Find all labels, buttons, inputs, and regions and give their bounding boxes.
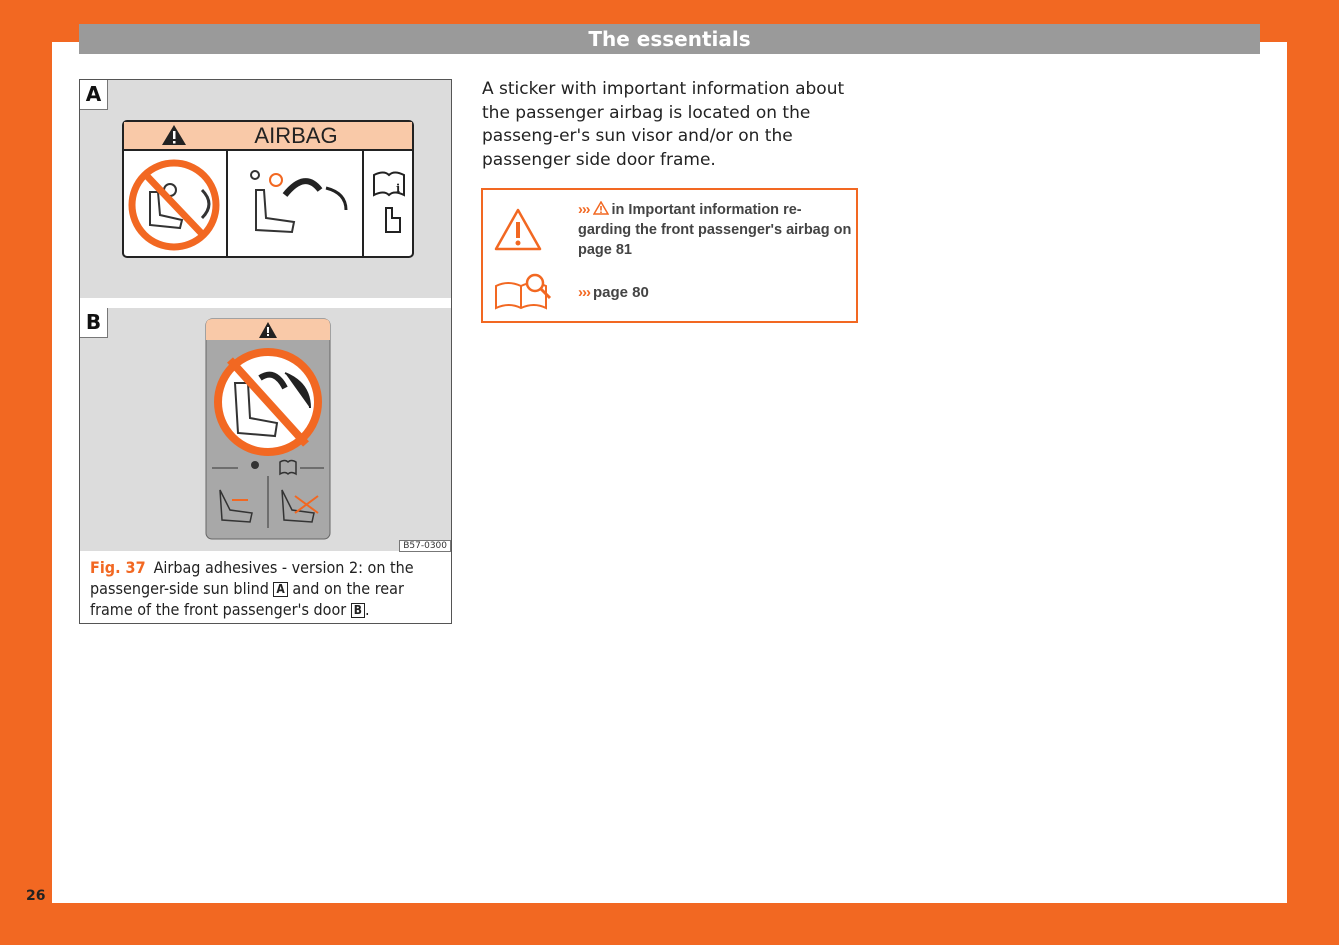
ref-a-box: A: [273, 582, 287, 597]
page-ref-link[interactable]: page 80: [593, 284, 649, 301]
figure-label: Fig. 37: [90, 558, 146, 577]
ref-b-box: B: [351, 603, 365, 618]
warning-box: [481, 188, 858, 323]
airbag-sticker-a: [80, 80, 451, 298]
airbag-sticker-b: [80, 308, 451, 551]
panel-a: [80, 80, 451, 298]
warning-text: [578, 200, 853, 260]
panel-b-tag: B: [80, 308, 108, 338]
chevrons: ›››: [578, 202, 590, 218]
body-paragraph: A sticker with important information about the passenger airbag is located on the passeng-er's sun visor and/or on the passenger side door frame.: [482, 79, 845, 170]
image-code: B57-0300: [399, 540, 451, 552]
page-number: 26: [26, 888, 46, 904]
page-header: The essentials: [79, 24, 1260, 54]
caption-text-2: and on the rear frame of the front passenger's door: [90, 579, 404, 619]
svg-text:i: i: [396, 182, 401, 195]
sticker-a-title: AIRBAG: [254, 123, 338, 148]
caption-text-1: Airbag adhesives - version 2: on the passenger-side sun blind: [90, 558, 414, 598]
book-search-icon: [493, 272, 555, 312]
figure-37: [79, 79, 452, 624]
no-child-seat-icon: [218, 352, 318, 452]
panel-b: [80, 308, 451, 551]
panel-a-tag: A: [80, 80, 108, 110]
warning-link-text[interactable]: in Important information re-garding the front passenger's airbag on page 81: [578, 202, 852, 258]
chevrons-2: ›››: [578, 284, 590, 301]
reference-text: [578, 284, 649, 301]
inline-warning-icon: [593, 201, 609, 215]
figure-caption: [90, 557, 445, 620]
warning-triangle-icon: [493, 207, 543, 253]
caption-text-3: .: [365, 600, 370, 619]
